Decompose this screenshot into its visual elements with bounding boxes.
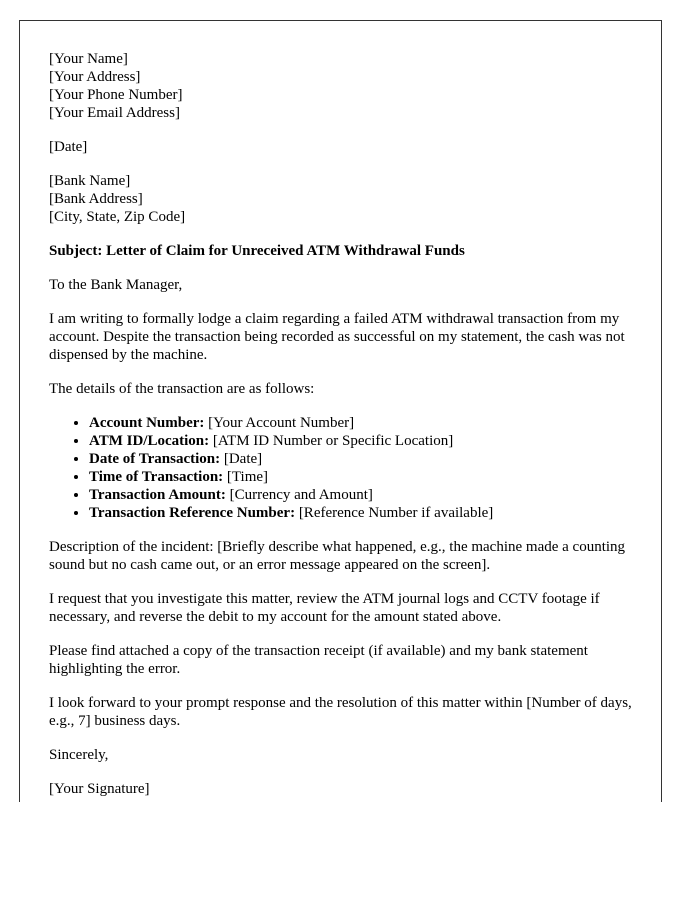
detail-item	[89, 414, 632, 432]
salutation: To the Bank Manager,	[49, 277, 183, 293]
detail-item	[89, 468, 632, 486]
details-intro: The details of the transaction are as follows:	[49, 381, 315, 397]
detail-value: [Time]	[223, 469, 269, 485]
detail-value: [Currency and Amount]	[225, 487, 373, 503]
letter-page	[19, 20, 662, 802]
detail-label: Transaction Amount:	[89, 487, 226, 503]
subject-line: Subject: Letter of Claim for Unreceived ATM Withdrawal Funds	[49, 243, 465, 259]
bank-address: [Bank Address]	[49, 191, 143, 207]
detail-item	[89, 486, 632, 504]
detail-value: [Your Account Number]	[204, 415, 355, 431]
sender-email: [Your Email Address]	[49, 105, 180, 121]
sender-block	[49, 50, 632, 122]
detail-label: Time of Transaction:	[89, 469, 224, 485]
detail-item	[89, 432, 632, 450]
incident-description: Description of the incident: [Briefly describe what happened, e.g., the machine made a counting sound but no cash came out, or an error message appeared on the screen].	[49, 539, 626, 573]
closing: Sincerely,	[49, 747, 109, 763]
detail-item	[89, 450, 632, 468]
transaction-details-list	[49, 414, 632, 522]
detail-value: [ATM ID Number or Specific Location]	[209, 433, 454, 449]
bank-name: [Bank Name]	[49, 173, 131, 189]
detail-label: Date of Transaction:	[89, 451, 221, 467]
detail-item	[89, 504, 632, 522]
sender-name: [Your Name]	[49, 51, 128, 67]
detail-label: Transaction Reference Number:	[89, 505, 296, 521]
intro-paragraph: I am writing to formally lodge a claim regarding a failed ATM withdrawal transaction from my account. Despite the transaction being recorded as successful on my statement, the cash was not dispensed by the machine.	[49, 311, 625, 363]
signature: [Your Signature]	[49, 781, 150, 797]
recipient-block	[49, 172, 632, 226]
detail-value: [Date]	[220, 451, 263, 467]
detail-label: ATM ID/Location:	[89, 433, 210, 449]
bank-city: [City, State, Zip Code]	[49, 209, 186, 225]
sender-address: [Your Address]	[49, 69, 141, 85]
sender-phone: [Your Phone Number]	[49, 87, 183, 103]
closing-paragraph: I look forward to your prompt response and the resolution of this matter within [Number of days, e.g., 7] business days.	[49, 695, 632, 729]
letter-date: [Date]	[49, 139, 88, 155]
attachments-paragraph: Please find attached a copy of the transaction receipt (if available) and my bank statement highlighting the error.	[49, 643, 588, 677]
detail-value: [Reference Number if available]	[295, 505, 494, 521]
request-paragraph: I request that you investigate this matter, review the ATM journal logs and CCTV footage if necessary, and reverse the debit to my account for the amount stated above.	[49, 591, 600, 625]
detail-label: Account Number:	[89, 415, 205, 431]
